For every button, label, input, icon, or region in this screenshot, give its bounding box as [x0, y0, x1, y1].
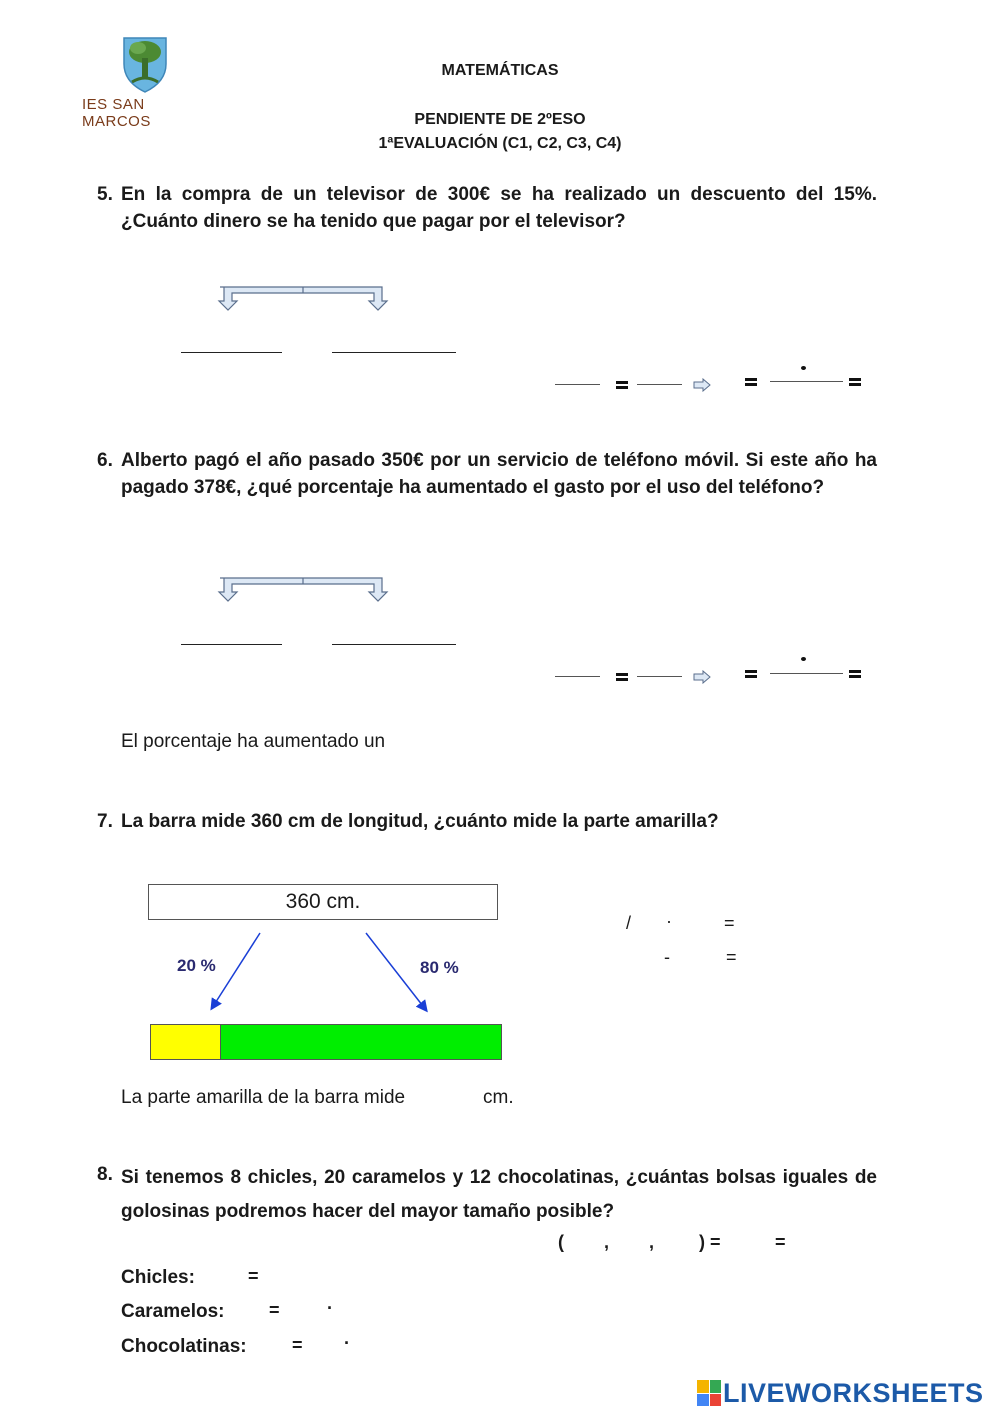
bar-total-box: [148, 884, 498, 920]
answer-sentence: El porcentaje ha aumentado un: [121, 731, 386, 752]
dot-symbol: ·: [327, 1298, 333, 1318]
comma-symbol: ,: [649, 1232, 655, 1252]
implies-arrow-icon: [693, 670, 711, 684]
equals-symbol: =: [775, 1232, 786, 1252]
bar-total-label: 360 cm.: [285, 890, 361, 913]
answer-input[interactable]: [676, 911, 720, 933]
open-paren: (: [558, 1232, 564, 1252]
equals-sign: [616, 381, 628, 389]
answer-blank[interactable]: [332, 644, 456, 645]
equals-sign: [849, 670, 861, 678]
answer-input[interactable]: [590, 911, 622, 933]
answer-input[interactable]: [730, 1232, 770, 1254]
answer-input[interactable]: [268, 1265, 348, 1287]
equals-sign: [849, 378, 861, 386]
question-number: 6.: [97, 450, 113, 471]
answer-sentence: La parte amarilla de la barra mide: [121, 1087, 406, 1108]
row-label: Caramelos:: [121, 1301, 225, 1322]
equals-sign: [616, 673, 628, 681]
brand-name: LIVEWORKSHEETS: [723, 1378, 984, 1408]
question-text: En la compra de un televisor de 300€ se ha realizado un descuento del 15%. ¿Cuánto dinero se ha tenido que pagar por el televisor?: [121, 184, 877, 232]
school-name: IES SAN MARCOS: [82, 96, 151, 130]
row-label: Chocolatinas:: [121, 1336, 247, 1357]
answer-unit: cm.: [483, 1087, 514, 1108]
bracket-arrow-icon: [214, 574, 392, 604]
course-title: PENDIENTE DE 2ºESO: [414, 111, 586, 128]
question-text: Si tenemos 8 chicles, 20 caramelos y 12 chocolatinas, ¿cuántas bolsas iguales de golosinas podremos hacer del mayor tamaño posible?: [121, 1167, 877, 1222]
answer-input[interactable]: [405, 730, 495, 752]
fraction-line[interactable]: [555, 676, 600, 677]
fraction-line[interactable]: [637, 384, 682, 385]
answer-input[interactable]: [659, 1232, 695, 1254]
subject-title: MATEMÁTICAS: [441, 62, 559, 79]
question-text: La barra mide 360 cm de longitud, ¿cuánto mide la parte amarilla?: [121, 811, 719, 832]
row-label: Chicles:: [121, 1267, 195, 1288]
answer-input[interactable]: [338, 1299, 378, 1321]
answer-input[interactable]: [356, 1334, 396, 1356]
progress-bar: [150, 1024, 502, 1060]
implies-arrow-icon: [693, 378, 711, 392]
answer-input[interactable]: [638, 911, 662, 933]
fraction-line[interactable]: [770, 381, 843, 382]
right-percent-label: 80 %: [420, 958, 459, 977]
fraction-line[interactable]: [555, 384, 600, 385]
answer-input[interactable]: [310, 1334, 342, 1356]
yellow-segment: [151, 1025, 221, 1059]
question-number: 8.: [97, 1164, 113, 1185]
question-text: Alberto pagó el año pasado 350€ por un servicio de teléfono móvil. Si este año ha pagado 378€, ¿qué porcentaje ha aumentado el gasto por el uso del teléfono?: [121, 450, 877, 498]
green-segment: [221, 1025, 501, 1059]
evaluation-title: 1ªEVALUACIÓN (C1, C2, C3, C4): [378, 135, 622, 152]
equals-symbol: =: [248, 1266, 259, 1286]
liveworksheets-logo: [697, 1378, 993, 1410]
answer-input[interactable]: [678, 945, 722, 967]
dot-icon: [801, 657, 806, 661]
fraction-line[interactable]: [637, 676, 682, 677]
answer-blank[interactable]: [181, 644, 282, 645]
dot-symbol: ·: [344, 1333, 350, 1353]
answer-input[interactable]: [570, 1232, 600, 1254]
dot-symbol: ·: [666, 911, 672, 931]
question-number: 7.: [97, 811, 113, 832]
live-badge: [697, 1380, 721, 1406]
minus-symbol: -: [664, 947, 670, 967]
close-paren-equals: ) =: [699, 1232, 721, 1252]
school-logo: [80, 30, 210, 130]
equals-sign: [745, 670, 757, 678]
bracket-arrow-icon: [214, 283, 392, 313]
tree-shield-icon: [80, 30, 210, 94]
fraction-line[interactable]: [770, 673, 843, 674]
answer-blank[interactable]: [332, 352, 456, 353]
answer-input[interactable]: [614, 1232, 644, 1254]
answer-input[interactable]: [428, 1086, 478, 1108]
answer-input[interactable]: [610, 945, 660, 967]
answer-input[interactable]: [288, 1299, 324, 1321]
comma-symbol: ,: [604, 1232, 610, 1252]
answer-input[interactable]: [746, 945, 806, 967]
answer-blank[interactable]: [181, 352, 282, 353]
question-number: 5.: [97, 184, 113, 205]
equals-symbol: =: [726, 947, 737, 967]
equals-symbol: =: [724, 913, 735, 933]
split-arrows-icon: [200, 928, 440, 1018]
slash-symbol: /: [626, 913, 632, 933]
equals-symbol: =: [292, 1335, 303, 1355]
dot-icon: [801, 366, 806, 370]
equals-symbol: =: [269, 1300, 280, 1320]
answer-input[interactable]: [795, 1232, 845, 1254]
equals-sign: [745, 378, 757, 386]
left-percent-label: 20 %: [177, 956, 216, 975]
answer-input[interactable]: [744, 911, 804, 933]
